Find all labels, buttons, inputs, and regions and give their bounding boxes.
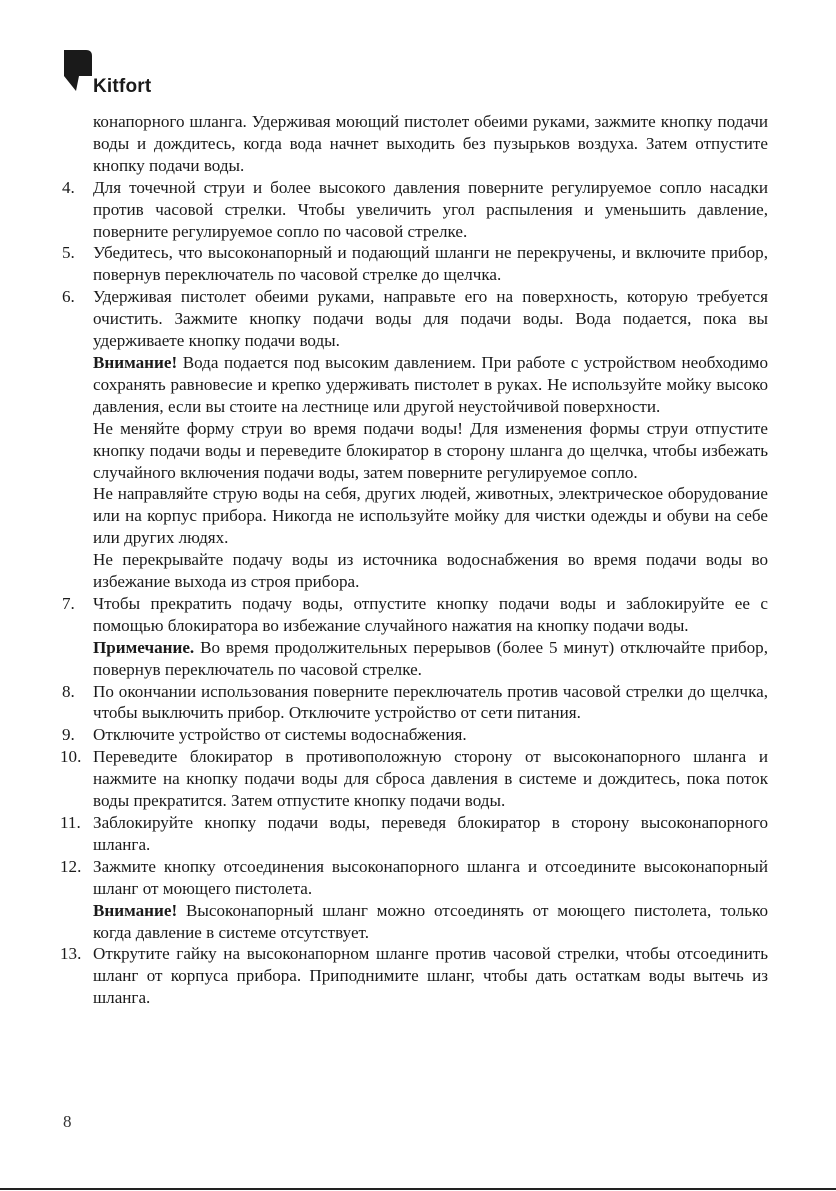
remark-text: Во время продолжительных перерывов (более 5 минут) отключайте прибор, повернув переключатель по часовой стрелке. [93,637,768,679]
step-number: 13. [60,944,82,964]
step-number: 12. [60,856,82,876]
step-text: Зажмите кнопку отсоединения высоконапорного шланга и отсоедините высоконапорный шланг от моющего пистолета. [93,856,768,898]
step-5 [62,242,768,286]
note-paragraph: Не направляйте струю воды на себя, других людей, животных, электрическое оборудование или на корпус прибора. Никогда не используйте мойку для чистки одежды и обуви на себе или других людях. [93,484,768,548]
warning-label: Внимание! [93,352,178,372]
step-text: Отключите устройство от системы водоснабжения. [93,725,467,745]
step-4 [62,177,768,243]
page-number: 8 [63,1112,72,1131]
step-11 [62,812,768,856]
step-number: 10. [60,747,82,767]
step-number: 6. [62,287,75,307]
step-10 [62,746,768,812]
step-text: Заблокируйте кнопку подачи воды, переведя блокиратор в сторону высоконапорного шланга. [93,813,768,854]
warning-label: Внимание! [93,900,178,920]
note-paragraph: Не меняйте форму струи во время подачи воды! Для изменения формы струи отпустите кнопку подачи воды и переведите блокиратор в сторону шланга до щелчка, чтобы избежать случайного включения подачи воды, затем поверните регулируемое сопло. [93,418,768,482]
step-number: 9. [62,725,75,745]
warning-text: Вода подается под высоким давлением. При работе с устройством необходимо сохранять равновесие и крепко удерживать пистолет в руках. Не используйте мойку высоко давления, если вы стоите на лестнице или другой неустойчивой поверхности. [93,352,768,416]
warning-note [62,352,768,418]
step-12 [62,856,768,900]
remark-label: Примечание. [93,637,195,657]
step-number: 8. [62,681,75,701]
step-text: Для точечной струи и более высокого давления поверните регулируемое сопло насадки против часовой стрелки. Чтобы увеличить угол распыления и уменьшить давление, поверните регулируемое сопло по часовой стрелке. [93,177,768,241]
instructions-body [62,111,768,1009]
step-text: Чтобы прекратить подачу воды, отпустите кнопку подачи воды и заблокируйте ее с помощью блокиратора во избежание случайного нажатия на кнопку подачи воды. [93,593,768,635]
step-number: 4. [62,177,75,197]
step-13 [62,943,768,1009]
step-text: Убедитесь, что высоконапорный и подающий шланги не перекручены, и включите прибор, повернув переключатель по часовой стрелке до щелчка. [93,243,768,285]
kitfort-logo-icon [63,48,93,96]
step-text: По окончании использования поверните переключатель против часовой стрелки до щелчка, чтобы выключить прибор. Отключите устройство от сети питания. [93,681,768,723]
step-text: Открутите гайку на высоконапорном шланге против часовой стрелки, чтобы отсоединить шланг от корпуса прибора. Приподнимите шланг, чтобы дать остаткам воды вытечь из шланга. [93,944,768,1008]
brand-name: Kitfort [93,76,152,97]
warning-text: Высоконапорный шланг можно отсоединять от моющего пистолета, только когда давление в системе отсутствует. [93,900,768,942]
step-number: 11. [60,813,81,832]
page-bottom-divider [0,1188,836,1190]
step-text: Переведите блокиратор в противоположную сторону от высоконапорного шланга и нажмите на кнопку подачи воды для сброса давления в системе и дождитесь, пока поток воды прекратится. Затем отпустите кнопку подачи воды. [93,747,768,811]
step-text: Удерживая пистолет обеими руками, направьте его на поверхность, которую требуется очистить. Зажмите кнопку подачи воды для подачи воды. Вода подается, пока вы удерживаете кнопку подачи воды. [93,287,768,351]
step-8 [62,681,768,725]
step-number: 7. [62,593,75,613]
step-number: 5. [62,243,75,263]
step-6 [62,286,768,352]
note-paragraph: Не перекрывайте подачу воды из источника водоснабжения во время подачи воды во избежание выхода из строя прибора. [93,550,768,592]
continued-paragraph: конапорного шланга. Удерживая моющий пистолет обеими руками, зажмите кнопку подачи воды и дождитесь, когда вода начнет выходить без пузырьков воздуха. Затем отпустите кнопку подачи воды. [93,112,768,175]
remark-note [62,637,768,681]
warning-note [62,900,768,944]
step-9 [62,724,768,746]
step-7 [62,593,768,637]
